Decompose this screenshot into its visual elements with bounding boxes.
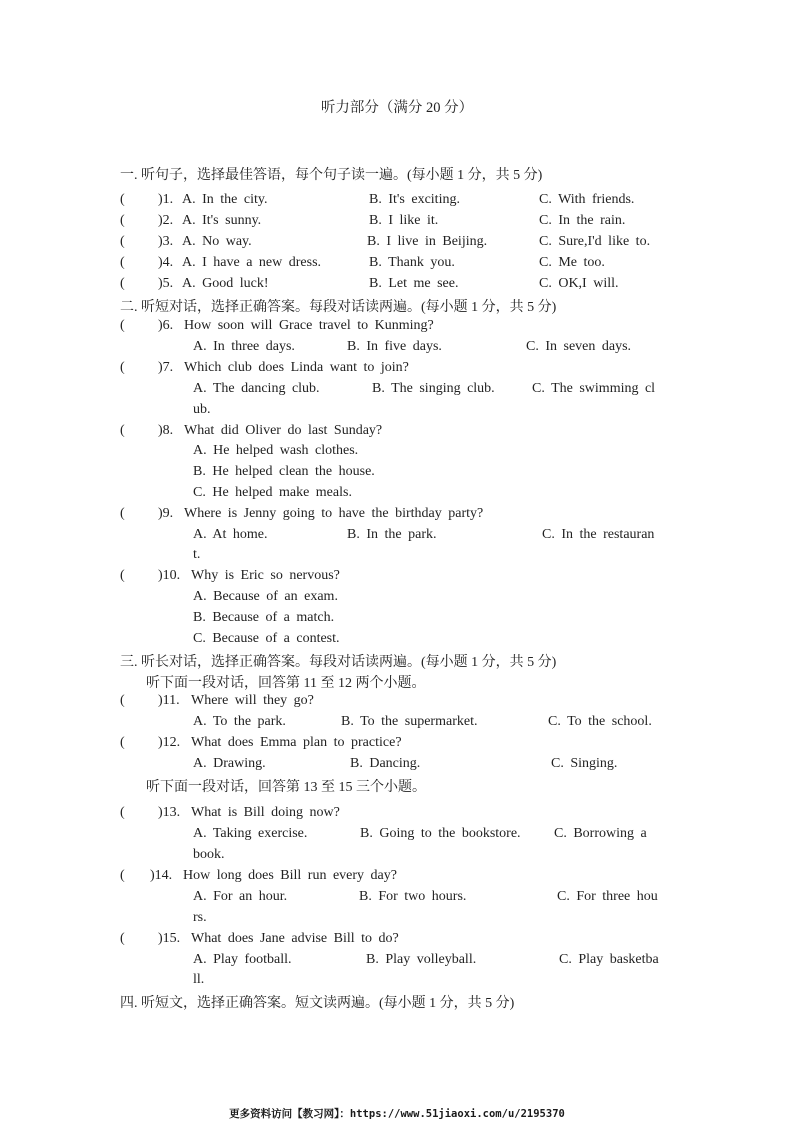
question-number: )6. <box>158 318 174 333</box>
option-c: C. Singing. <box>551 756 618 771</box>
question-text: What is Bill doing now? <box>191 805 340 820</box>
question-number: )8. <box>158 423 174 438</box>
question-6 <box>120 318 680 338</box>
option-a: A. In three days. <box>193 339 295 354</box>
option-a: A. The dancing club. <box>193 381 320 396</box>
section-3-heading: 三. 听长对话，选择正确答案。每段对话读两遍。(每小题 1 分，共 5 分) <box>120 655 557 670</box>
option-c-continuation: book. <box>193 847 225 862</box>
section-1-heading: 一. 听句子，选择最佳答语，每个句子读一遍。(每小题 1 分，共 5 分) <box>120 168 543 183</box>
answer-paren: ( <box>120 423 125 438</box>
option-c-continuation: ll. <box>193 972 205 987</box>
dialogue-intro-1: 听下面一段对话，回答第 11 至 12 两个小题。 <box>146 676 426 691</box>
option-a: A. It's sunny. <box>182 213 262 228</box>
option-b: B. Dancing. <box>350 756 421 771</box>
question-number: )2. <box>158 213 174 228</box>
option-c: C. In the rain. <box>539 213 626 228</box>
option-c: C. He helped make meals. <box>193 485 352 500</box>
option-b: B. Play volleyball. <box>366 952 477 967</box>
question-number: )12. <box>158 735 181 750</box>
question-11 <box>120 693 680 713</box>
question-text: What did Oliver do last Sunday? <box>184 423 383 438</box>
option-a: A. To the park. <box>193 714 286 729</box>
option-c-continuation: t. <box>193 547 201 562</box>
option-b: B. Going to the bookstore. <box>360 826 521 841</box>
option-a: A. Drawing. <box>193 756 266 771</box>
option-b: B. For two hours. <box>359 889 467 904</box>
option-a: A. Because of an exam. <box>193 589 338 604</box>
question-text: Which club does Linda want to join? <box>184 360 409 375</box>
option-b: B. I live in Beijing. <box>367 234 488 249</box>
section-2-heading: 二. 听短对话，选择正确答案。每段对话读两遍。(每小题 1 分，共 5 分) <box>120 300 557 315</box>
option-c: C. Borrowing a <box>554 826 647 841</box>
question-12 <box>120 735 680 755</box>
question-text: How soon will Grace travel to Kunming? <box>184 318 434 333</box>
answer-paren: ( <box>120 693 125 708</box>
answer-paren: ( <box>120 318 125 333</box>
question-number: )10. <box>158 568 181 583</box>
option-c-continuation: rs. <box>193 910 207 925</box>
option-c: C. The swimming cl <box>532 381 656 396</box>
page-title: 听力部分（满分 20 分） <box>320 100 474 116</box>
answer-paren: ( <box>120 735 125 750</box>
question-row-4 <box>120 255 680 275</box>
option-b: B. It's exciting. <box>369 192 460 207</box>
question-number: )5. <box>158 276 174 291</box>
option-c: C. For three hou <box>557 889 658 904</box>
option-a: A. In the city. <box>182 192 268 207</box>
answer-paren: ( <box>120 506 125 521</box>
option-a: A. Play football. <box>193 952 292 967</box>
option-a: A. For an hour. <box>193 889 288 904</box>
question-14-options <box>120 889 680 909</box>
question-number: )7. <box>158 360 174 375</box>
option-c-continuation: ub. <box>193 402 211 417</box>
option-c: C. To the school. <box>548 714 652 729</box>
question-15-options <box>120 952 680 972</box>
question-number: )3. <box>158 234 174 249</box>
answer-paren: ( <box>120 192 125 207</box>
question-text: What does Jane advise Bill to do? <box>191 931 399 946</box>
question-number: )9. <box>158 506 174 521</box>
answer-paren: ( <box>120 276 125 291</box>
option-c: C. OK,I will. <box>539 276 619 291</box>
option-b: B. In five days. <box>347 339 442 354</box>
option-a: A. Taking exercise. <box>193 826 308 841</box>
option-c: C. In seven days. <box>526 339 632 354</box>
option-c: C. With friends. <box>539 192 635 207</box>
question-13-options <box>120 826 680 846</box>
option-b: B. The singing club. <box>372 381 495 396</box>
question-number: )13. <box>158 805 181 820</box>
question-10 <box>120 568 680 588</box>
option-b: B. Let me see. <box>369 276 459 291</box>
question-number: )15. <box>158 931 181 946</box>
question-9 <box>120 506 680 526</box>
answer-paren: ( <box>120 255 125 270</box>
option-b: B. Thank you. <box>369 255 455 270</box>
answer-paren: ( <box>120 234 125 249</box>
question-row-1 <box>120 192 680 212</box>
dialogue-intro-2: 听下面一段对话，回答第 13 至 15 三个小题。 <box>146 780 426 795</box>
option-c: C. Play basketba <box>559 952 659 967</box>
footer-link[interactable]: 更多资料访问【教习网】：https://www.51jiaoxi.com/u/2195370 <box>229 1108 565 1120</box>
question-14 <box>120 868 680 888</box>
question-number: )1. <box>158 192 174 207</box>
section-4-heading: 四. 听短文，选择正确答案。短文读两遍。(每小题 1 分，共 5 分) <box>120 996 515 1011</box>
question-15 <box>120 931 680 951</box>
question-11-options <box>120 714 680 734</box>
option-b: B. I like it. <box>369 213 439 228</box>
question-6-options <box>120 339 680 359</box>
option-c: C. Because of a contest. <box>193 631 340 646</box>
option-a: A. I have a new dress. <box>182 255 322 270</box>
question-13 <box>120 805 680 825</box>
question-text: Why is Eric so nervous? <box>191 568 340 583</box>
question-row-2 <box>120 213 680 233</box>
answer-paren: ( <box>120 931 125 946</box>
question-8 <box>120 423 680 443</box>
question-number: )11. <box>158 693 180 708</box>
answer-paren: ( <box>120 360 125 375</box>
answer-paren: ( <box>120 568 125 583</box>
option-b: B. Because of a match. <box>193 610 335 625</box>
answer-paren: ( <box>120 805 125 820</box>
answer-paren: ( <box>120 868 125 883</box>
question-row-3 <box>120 234 680 254</box>
answer-paren: ( <box>120 213 125 228</box>
question-12-options <box>120 756 680 776</box>
question-9-options <box>120 527 680 547</box>
question-text: What does Emma plan to practice? <box>191 735 402 750</box>
option-a: A. At home. <box>193 527 268 542</box>
option-b: B. In the park. <box>347 527 437 542</box>
question-text: Where is Jenny going to have the birthday party? <box>184 506 484 521</box>
question-7 <box>120 360 680 380</box>
option-a: A. He helped wash clothes. <box>193 443 359 458</box>
question-number: )14. <box>150 868 173 883</box>
option-c: C. Sure,I'd like to. <box>539 234 651 249</box>
question-text: How long does Bill run every day? <box>183 868 397 883</box>
question-row-5 <box>120 276 680 296</box>
question-7-options <box>120 381 680 401</box>
option-c: C. Me too. <box>539 255 605 270</box>
option-b: B. He helped clean the house. <box>193 464 375 479</box>
question-number: )4. <box>158 255 174 270</box>
option-a: A. No way. <box>182 234 252 249</box>
option-a: A. Good luck! <box>182 276 269 291</box>
option-b: B. To the supermarket. <box>341 714 478 729</box>
option-c: C. In the restauran <box>542 527 655 542</box>
question-text: Where will they go? <box>191 693 314 708</box>
